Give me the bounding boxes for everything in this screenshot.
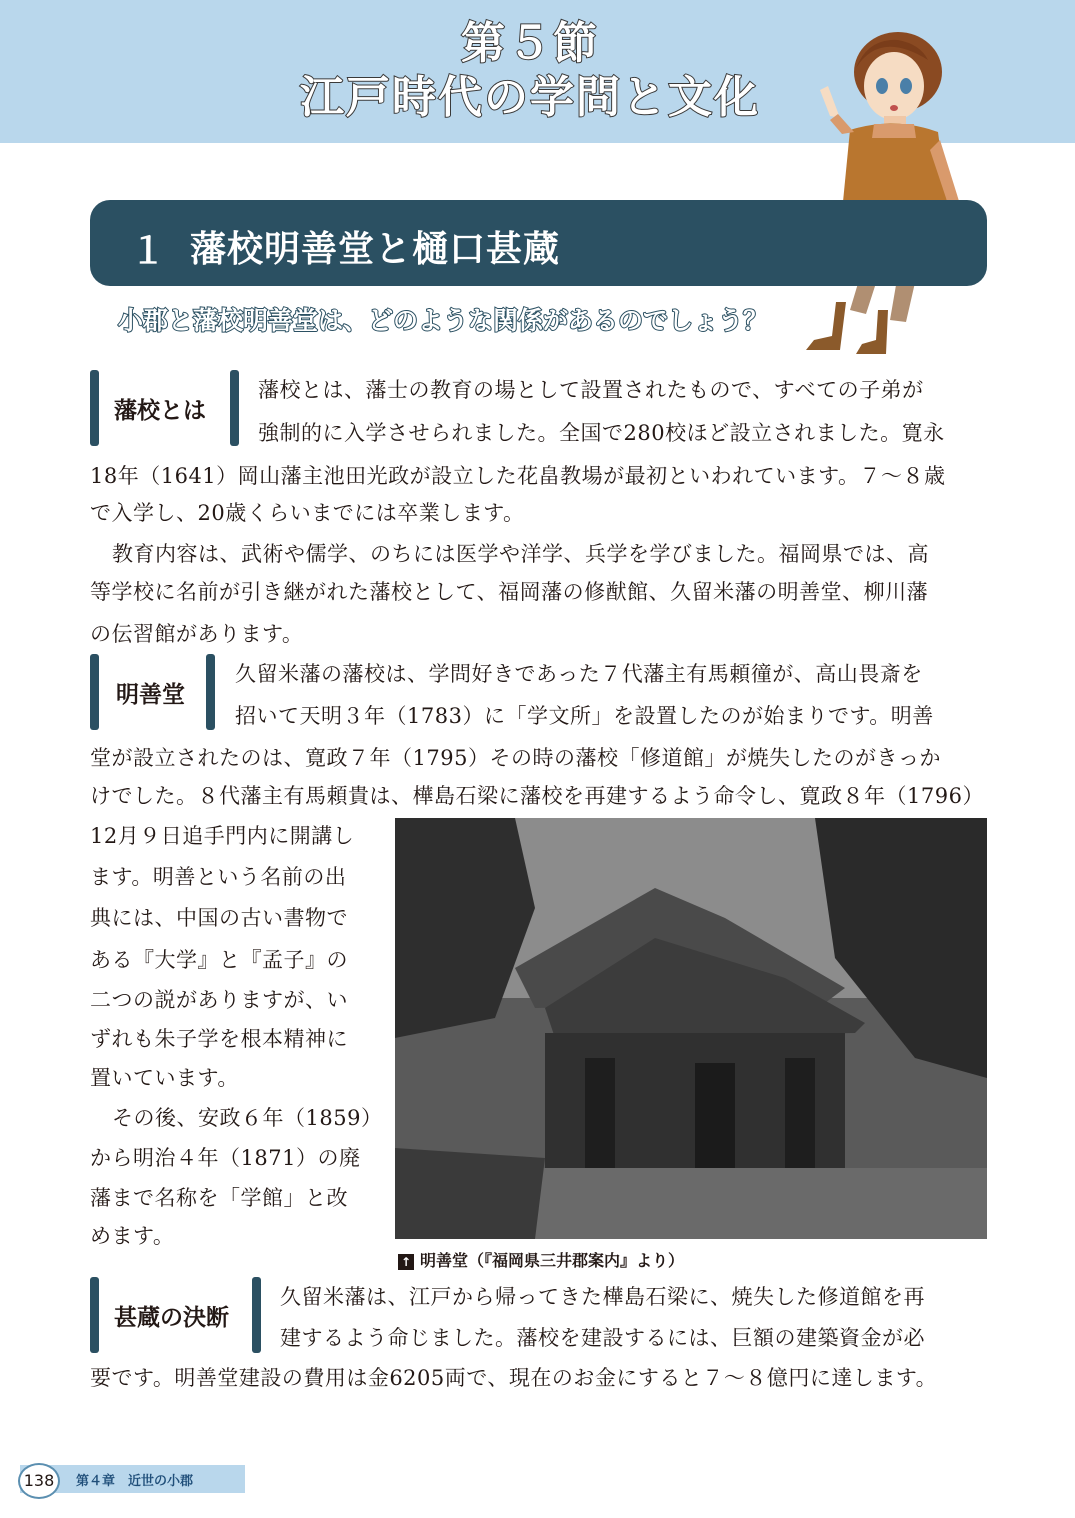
text-line: 久留米藩は、江戸から帰ってきた樺島石梁に、焼失した修道館を再 [280,1285,925,1309]
text-line: ある『大学』と『孟子』の [90,948,348,972]
text-line: 藩まで名称を「学館」と改 [90,1186,348,1210]
meizendo-photo [395,818,987,1239]
page-number: 138 [18,1463,60,1499]
label-meizendo-text: 明善堂 [116,682,185,708]
chapter-label: 第４章 近世の小郡 [76,1474,194,1489]
text-line: 要です。明善堂建設の費用は金6205両で、現在のお金にすると７～８億円に達します。 [90,1366,938,1390]
text-line: 典には、中国の古い書物で [90,906,348,930]
text-line: その後、安政６年（1859） [112,1106,383,1130]
photo-caption-text: 明善堂（『福岡県三井郡案内』より） [420,1251,685,1270]
text-line: 12月９日追手門内に開講し [90,824,355,848]
text-line: 等学校に名前が引き継がれた藩校として、福岡藩の修猷館、久留米藩の明善堂、柳川藩 [90,580,929,604]
text-line: から明治４年（1871）の廃 [90,1146,361,1170]
text-line: 強制的に入学させられました。全国で280校ほど設立されました。寛永 [258,421,945,445]
text-line: 置いています。 [90,1066,239,1090]
label-jinzo-text: 甚蔵の決断 [114,1305,229,1331]
text-line: で入学し、20歳くらいまでには卒業します。 [90,501,525,525]
text-line: の伝習館があります。 [90,622,304,646]
text-line: 久留米藩の藩校は、学問好きであった７代藩主有馬頼徸が、高山畏斎を [235,662,923,686]
text-line: 二つの説がありますが、い [90,988,348,1012]
text-line: ます。明善という名前の出 [90,865,347,889]
guiding-question: 小郡と藩校明善堂は、どのような関係があるのでしょう？ [118,306,769,335]
text-line: 堂が設立されたのは、寛政７年（1795）その時の藩校「修道館」が焼失したのがきっか [90,746,941,770]
text-line: 18年（1641）岡山藩主池田光政が設立した花畠教場が最初といわれています。７～８歳 [90,464,946,488]
heading-title: 藩校明善堂と樋口甚蔵 [190,229,561,270]
label-hankou [90,370,250,446]
text-line: 藩校とは、藩士の教育の場として設置されたもので、すべての子弟が [258,378,924,402]
section-title [250,18,810,126]
text-line: けでした。８代藩主有馬頼貴は、樺島石梁に藩校を再建するよう命令し、寛政８年（1796） [90,784,984,808]
section-label: 第５節 [461,18,599,69]
label-hankou-text: 藩校とは [114,398,206,424]
mascot-illustration [790,20,990,360]
text-line: 招いて天明３年（1783）に「学文所」を設置したのが始まりです。明善 [235,704,934,728]
up-arrow-icon: ↑ [398,1254,414,1270]
text-line: 教育内容は、武術や儒学、のちには医学や洋学、兵学を学びました。福岡県では、高 [112,542,929,566]
text-line: 建するよう命じました。藩校を建設するには、巨額の建築資金が必 [280,1326,925,1350]
heading-number: １ [130,231,167,272]
text-line: ずれも朱子学を根本精神に [90,1027,348,1051]
label-meizendo [90,654,225,730]
text-line: めます。 [90,1224,175,1248]
section-heading: 江戸時代の学問と文化 [300,72,760,123]
label-jinzo [90,1277,270,1353]
photo-caption [398,1248,684,1271]
